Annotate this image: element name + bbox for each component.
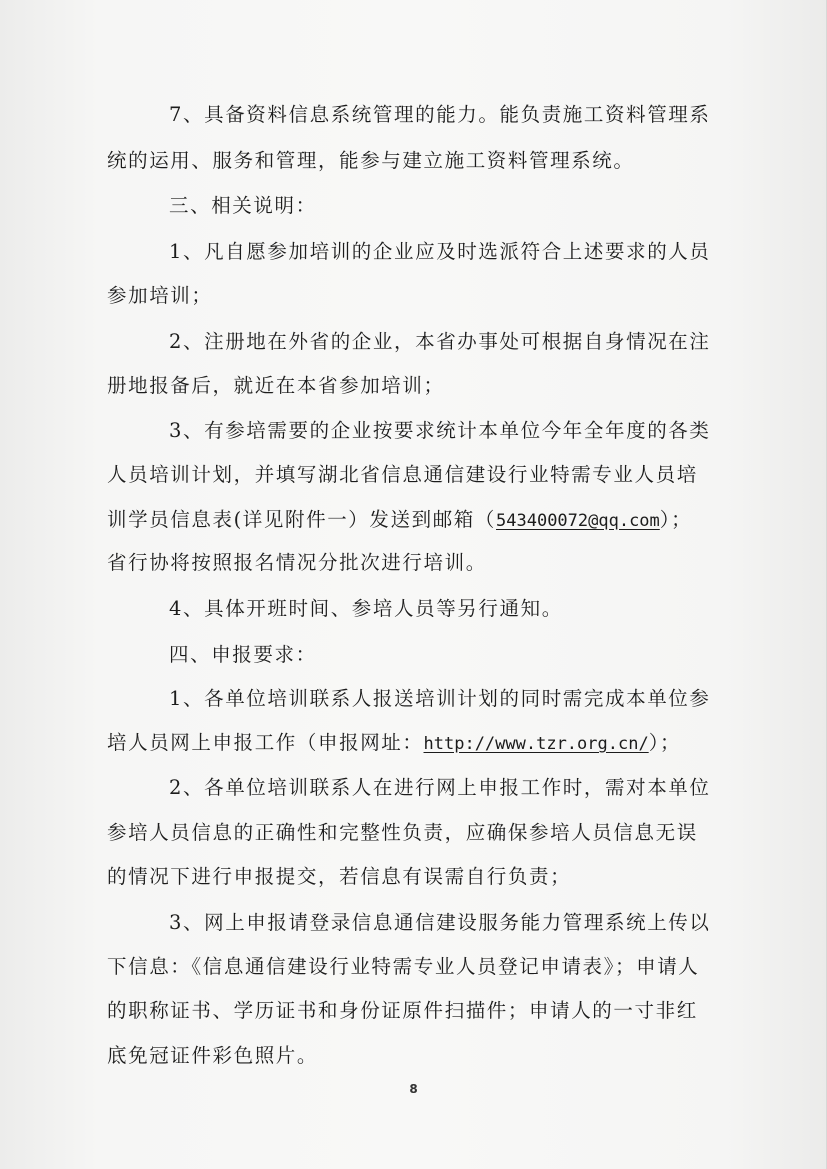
email-link[interactable]: 543400072@qq.com [496,511,660,531]
page-number: 8 [409,1082,418,1096]
paragraph-req-2-line-3: 的情况下进行申报提交，若信息有误需自行负责； [107,865,572,888]
email-suffix: ）； [659,508,693,531]
paragraph-note-2-line-2: 册地报备后，就近在本省参加培训； [107,374,445,397]
paragraph-note-3-line-3-text: 训学员信息表(详见附件一）发送到邮箱（ [107,508,497,531]
paragraph-note-3-line-2: 人员培训计划，并填写湖北省信息通信建设行业特需专业人员培 [107,463,698,486]
paragraph-note-3-line-1: 3、有参培需要的企业按要求统计本单位今年全年度的各类 [169,419,711,442]
section-heading-requirements: 四、申报要求： [169,643,317,666]
paragraph-note-1-line-2: 参加培训； [107,284,213,307]
paragraph-note-3-line-3 [107,507,692,534]
paragraph-item-7-line-1: 7、具备资料信息系统管理的能力。能负责施工资料管理系 [169,103,711,126]
paragraph-note-2-line-1: 2、注册地在外省的企业，本省办事处可根据自身情况在注 [169,330,711,353]
paragraph-note-3-line-4: 省行协将按照报名情况分批次进行培训。 [107,551,487,574]
paragraph-req-1-line-1: 1、各单位培训联系人报送培训计划的同时需完成本单位参 [169,687,711,710]
paragraph-req-3-line-1: 3、网上申报请登录信息通信建设服务能力管理系统上传以 [169,911,711,934]
paragraph-req-3-line-4: 底免冠证件彩色照片。 [107,1044,319,1067]
paragraph-req-1-line-2-text: 培人员网上申报工作（申报网址： [107,731,424,754]
section-heading-related-notes: 三、相关说明： [169,194,317,217]
paragraph-req-3-line-3: 的职称证书、学历证书和身份证原件扫描件；申请人的一寸非红 [107,999,698,1022]
paragraph-req-2-line-1: 2、各单位培训联系人在进行网上申报工作时，需对本单位 [169,776,711,799]
paragraph-item-7-line-2: 统的运用、服务和管理，能参与建立施工资料管理系统。 [107,149,635,172]
paragraph-note-4: 4、具体开班时间、参培人员等另行通知。 [169,597,563,620]
paragraph-req-3-line-2: 下信息：《信息通信建设行业特需专业人员登记申请表》；申请人 [107,955,700,978]
paragraph-req-2-line-2: 参培人员信息的正确性和完整性负责，应确保参培人员信息无误 [107,821,698,844]
paragraph-req-1-line-2 [107,730,681,757]
url-suffix: ）； [648,731,682,754]
application-url-link[interactable]: http://www.tzr.org.cn/ [423,734,649,754]
paragraph-note-1-line-1: 1、凡自愿参加培训的企业应及时选派符合上述要求的人员 [169,240,711,263]
